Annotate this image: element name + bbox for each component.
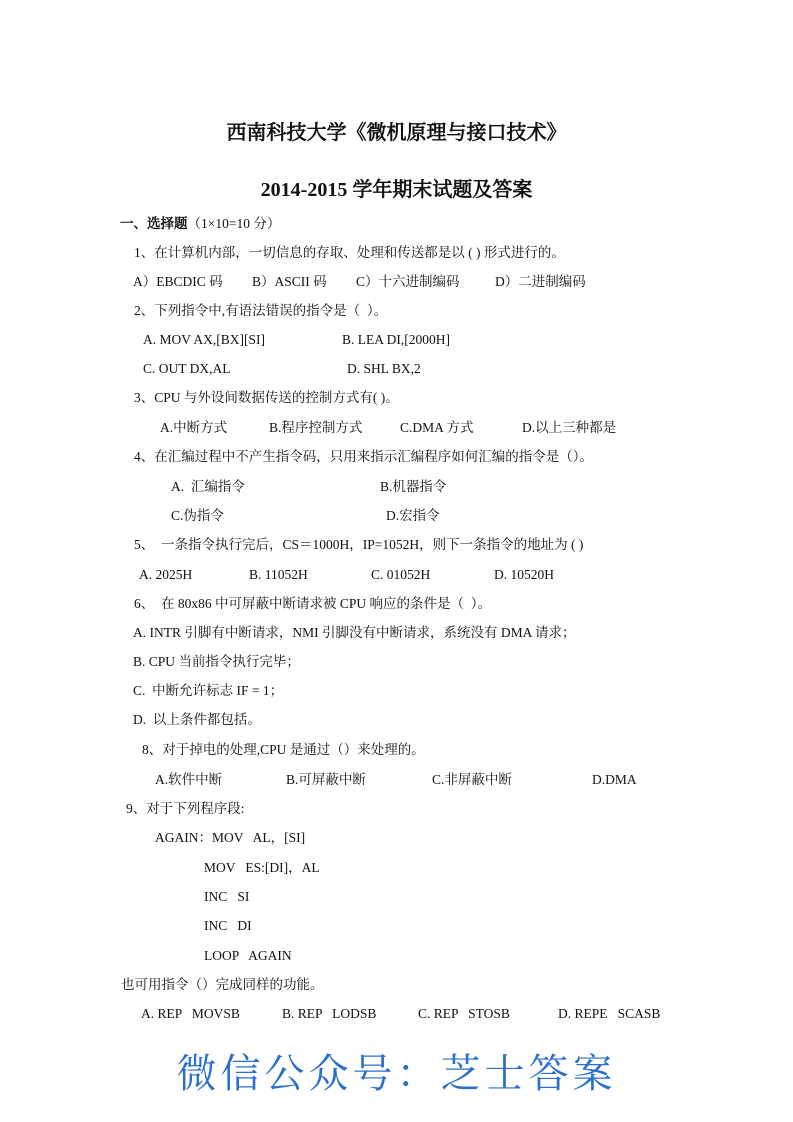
q9-opt-d: D. REPE SCASB <box>558 1006 661 1021</box>
q1-opt-c: C）十六进制编码 <box>356 274 460 289</box>
exam-subtitle: 2014-2015 学年期末试题及答案 <box>260 179 533 201</box>
section-note: （1×10=10 分） <box>187 216 281 231</box>
q4-stem: 4、在汇编过程中不产生指令码，只用来指示汇编程序如何汇编的指令是（）。 <box>134 449 593 464</box>
q6-opt-b: B. CPU 当前指令执行完毕； <box>133 654 300 669</box>
q2-opt-d: D. SHL BX,2 <box>347 361 421 376</box>
q6-opt-d: D. 以上条件都包括。 <box>133 712 261 727</box>
q5-opt-b: B. 11052H <box>249 567 308 582</box>
q8-opt-a: A.软件中断 <box>155 772 223 787</box>
q5-stem: 5、 一条指令执行完后，CS＝1000H，IP=1052H，则下一条指令的地址为 ( ) <box>134 537 584 552</box>
q5-opt-d: D. 10520H <box>494 567 554 582</box>
q8-opt-d: D.DMA <box>592 772 637 787</box>
q9-stem: 9、对于下列程序段: <box>126 801 245 816</box>
q8-opt-c: C.非屏蔽中断 <box>432 772 512 787</box>
q2-stem: 2、下列指令中,有语法错误的指令是（ ）。 <box>134 303 388 318</box>
q6-stem: 6、 在 80x86 中可屏蔽中断请求被 CPU 响应的条件是（ ）。 <box>134 596 492 611</box>
q4-opt-b: B.机器指令 <box>380 479 447 494</box>
q1-stem: 1、在计算机内部，一切信息的存取、处理和传送都是以 ( ) 形式进行的。 <box>134 245 565 260</box>
q1-opt-a: A）EBCDIC 码 <box>133 274 223 289</box>
q3-opt-a: A.中断方式 <box>160 420 228 435</box>
q3-stem: 3、CPU 与外设间数据传送的控制方式有( )。 <box>134 390 399 405</box>
watermark: 微信公众号：芝士答案 <box>176 1051 617 1097</box>
q1-opt-d: D）二进制编码 <box>495 274 586 289</box>
q9-opt-a: A. REP MOVSB <box>141 1006 240 1021</box>
q4-opt-a: A. 汇编指令 <box>171 479 245 494</box>
section-label: 一、选择题 <box>120 216 188 231</box>
q9-after: 也可用指令（）完成同样的功能。 <box>121 977 324 992</box>
q8-opt-b: B.可屏蔽中断 <box>286 772 366 787</box>
section-heading <box>120 215 280 233</box>
q9-opt-c: C. REP STOSB <box>418 1006 510 1021</box>
q3-opt-c: C.DMA 方式 <box>400 420 474 435</box>
q8-stem: 8、对于掉电的处理,CPU 是通过（）来处理的。 <box>142 742 425 757</box>
q4-opt-c: C.伪指令 <box>171 508 224 523</box>
q2-opt-b: B. LEA DI,[2000H] <box>342 332 450 347</box>
q1-opt-b: B）ASCII 码 <box>252 274 327 289</box>
q5-opt-a: A. 2025H <box>139 567 193 582</box>
q9-code-line: INC DI <box>204 918 252 933</box>
q9-code-line: MOV ES:[DI]，AL <box>204 860 320 875</box>
q2-opt-c: C. OUT DX,AL <box>143 361 231 376</box>
q9-code-line: LOOP AGAIN <box>204 948 292 963</box>
q9-code-line: INC SI <box>204 889 250 904</box>
q9-code-line: AGAIN：MOV AL，[SI] <box>155 830 306 845</box>
q6-opt-a: A. INTR 引脚有中断请求，NMI 引脚没有中断请求，系统没有 DMA 请求； <box>133 625 576 640</box>
q3-opt-d: D.以上三种都是 <box>522 420 617 435</box>
q5-opt-c: C. 01052H <box>371 567 431 582</box>
q6-opt-c: C. 中断允许标志 IF = 1； <box>133 683 284 698</box>
q4-opt-d: D.宏指令 <box>386 508 440 523</box>
q2-opt-a: A. MOV AX,[BX][SI] <box>143 332 266 347</box>
q3-opt-b: B.程序控制方式 <box>269 420 363 435</box>
exam-title: 西南科技大学《微机原理与接口技术》 <box>226 122 567 144</box>
q9-opt-b: B. REP LODSB <box>282 1006 377 1021</box>
